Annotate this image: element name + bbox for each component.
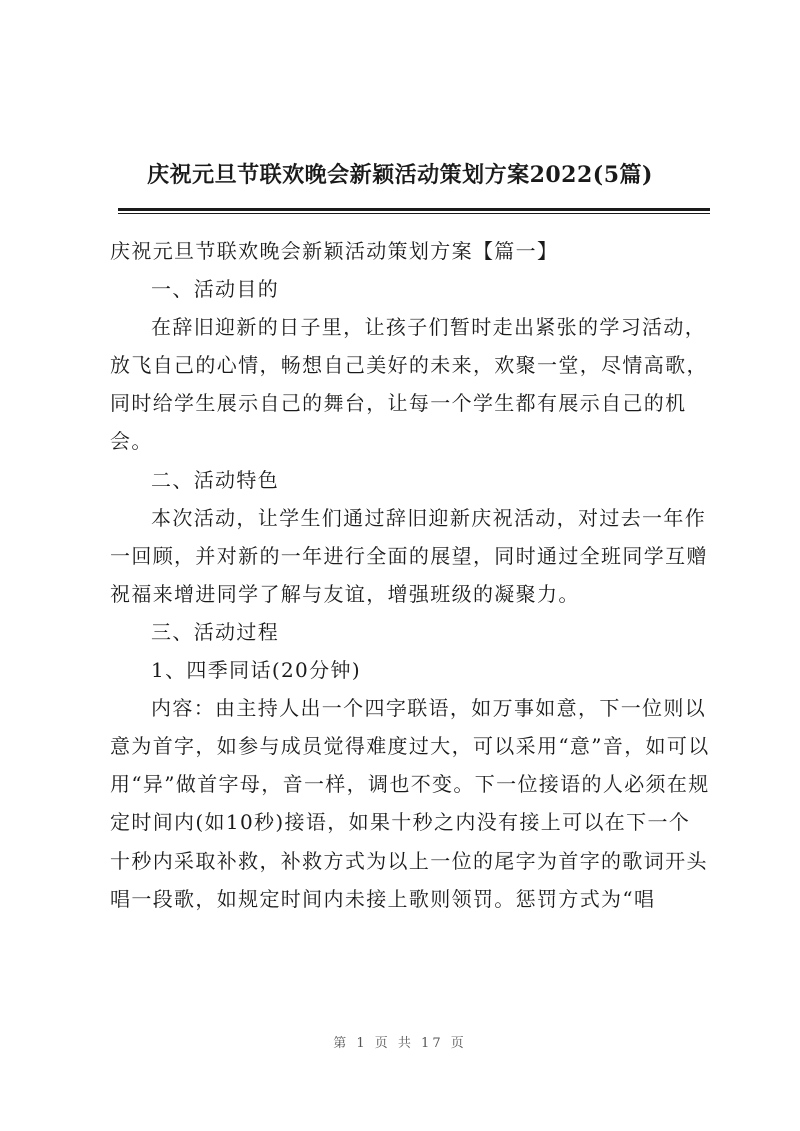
- page-footer: 第 1 页 共 17 页: [333, 1036, 467, 1051]
- title-rule-thin: [118, 213, 710, 214]
- heading-activity-purpose: 一、活动目的: [151, 277, 280, 302]
- paragraph-four-seasons-content: 内容：由主持人出一个四字联语，如万事如意，下一位则以意为首字，如参与成员觉得难度过大，可以采用“意”音，如可以用“异”做首字母，音一样，调也不变。下一位接语的人必须在规定时间内(如10秒)接语，如果十秒之内没有接上可以在下一个十秒内采取补救，补救方式为以上一位的尾字为首字的歌词开头唱一段歌，如规定时间内未接上歌则领罚。惩罚方式为“唱: [110, 696, 710, 911]
- title-rule-thick: [118, 208, 710, 211]
- paragraph-activity-features: 本次活动，让学生们通过辞旧迎新庆祝活动，对过去一年作一回顾，并对新的一年进行全面的展望，同时通过全班同学互赠祝福来增进同学了解与友谊，增强班级的凝聚力。: [110, 505, 708, 606]
- paragraph-activity-purpose: 在辞旧迎新的日子里，让孩子们暂时走出紧张的学习活动，放飞自己的心情，畅想自己美好的未来，欢聚一堂，尽情高歌，同时给学生展示自己的舞台，让每一个学生都有展示自己的机会。: [110, 315, 708, 454]
- document-body: [110, 232, 710, 918]
- section-heading: 庆祝元旦节联欢晚会新颖活动策划方案【篇一】: [110, 239, 559, 263]
- heading-activity-features: 二、活动特色: [151, 467, 280, 492]
- heading-activity-process: 三、活动过程: [151, 619, 280, 644]
- document-title: 庆祝元旦节联欢晚会新颖活动策划方案2022(5篇): [147, 162, 653, 188]
- subheading-four-seasons: 1、四季同话(20分钟): [151, 658, 361, 683]
